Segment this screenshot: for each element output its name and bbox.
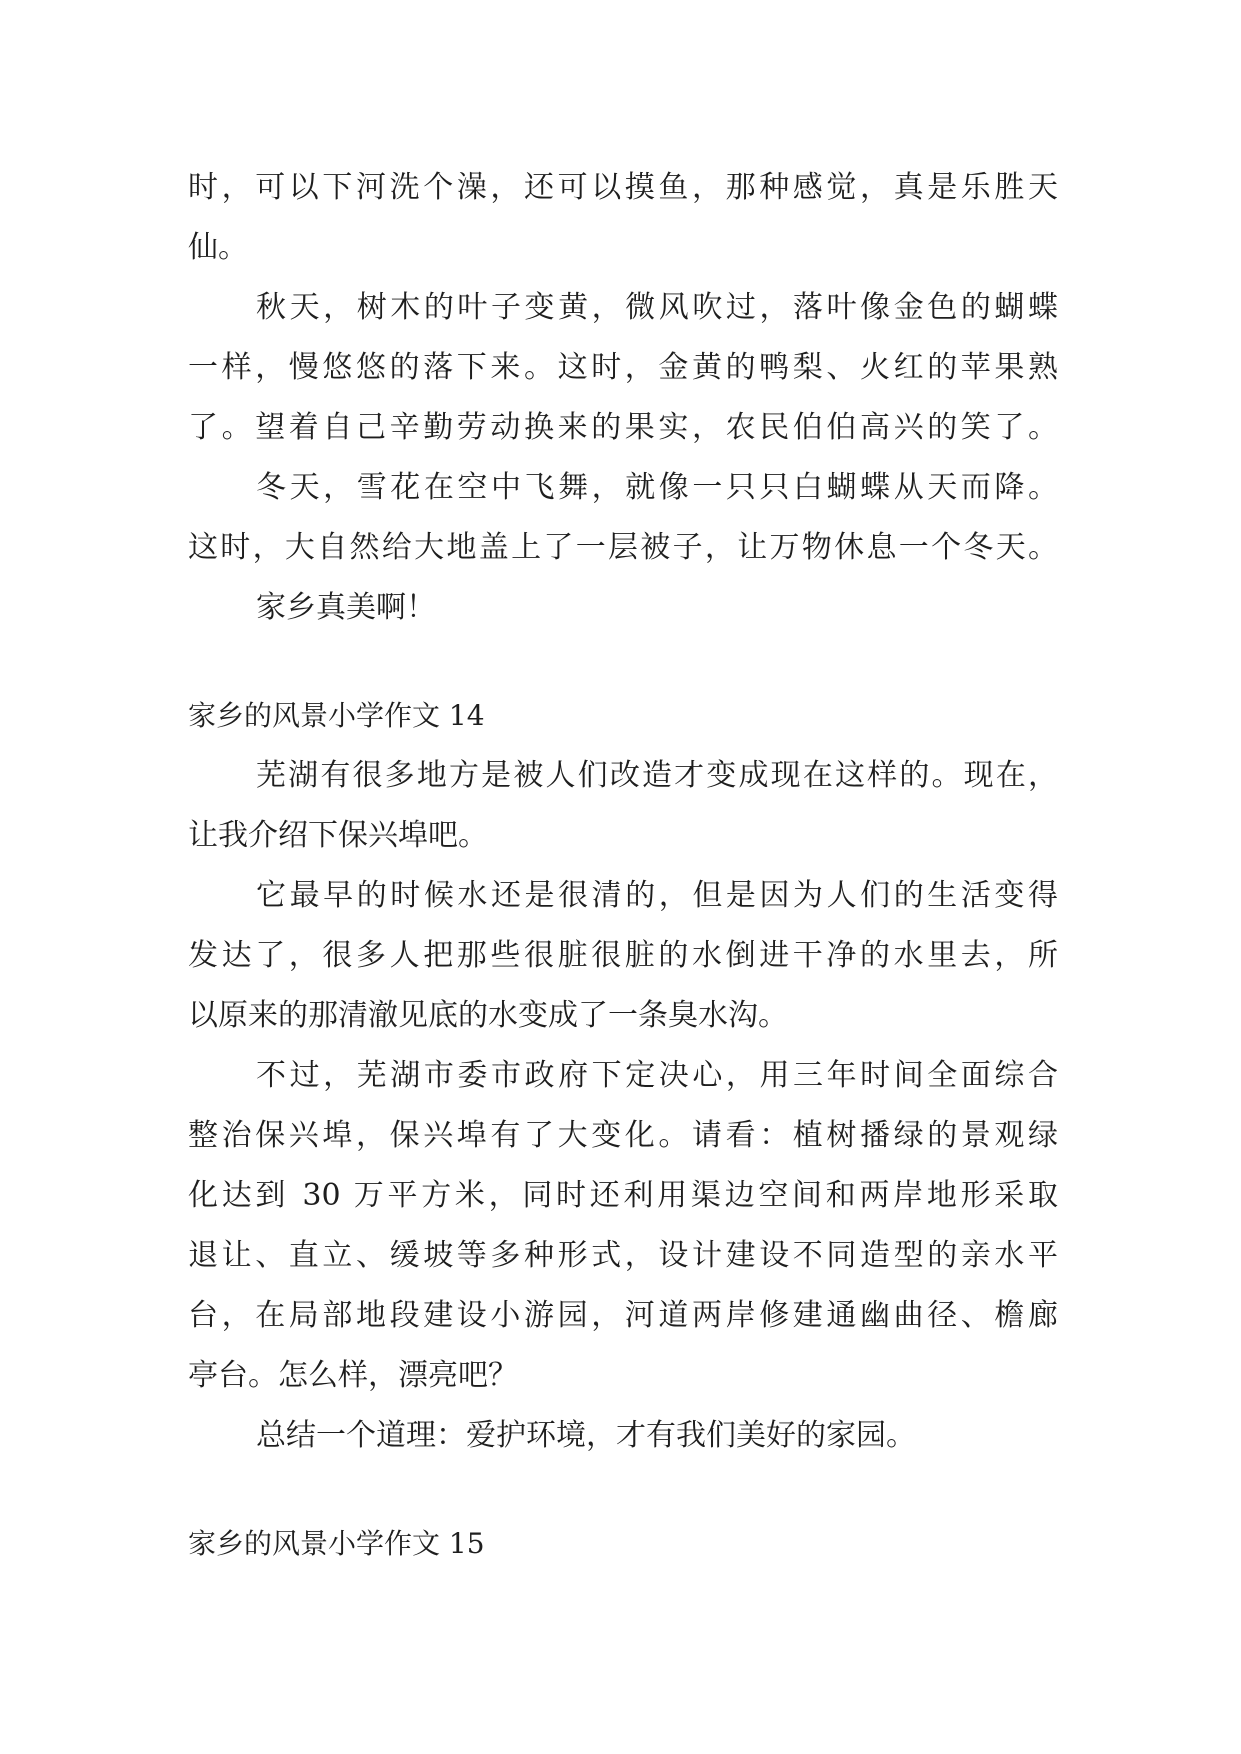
paragraph-line: 不过，芜湖市委市政府下定决心，用三年时间全面综合 — [256, 1058, 1058, 1093]
paragraph-line: 以原来的那清澈见底的水变成了一条臭水沟。 — [188, 998, 788, 1033]
section-heading: 家乡的风景小学作文 15 — [188, 1527, 485, 1560]
paragraph-line: 台，在局部地段建设小游园，河道两岸修建通幽曲径、檐廊 — [188, 1298, 1058, 1333]
paragraph-line: 总结一个道理：爱护环境，才有我们美好的家园。 — [256, 1418, 916, 1453]
paragraph-line: 亭台。怎么样，漂亮吧？ — [188, 1358, 518, 1393]
paragraph-line: 了。望着自己辛勤劳动换来的果实，农民伯伯高兴的笑了。 — [188, 410, 1058, 445]
paragraph-line: 芜湖有很多地方是被人们改造才变成现在这样的。现在， — [256, 758, 1058, 793]
paragraph-line: 化达到 30 万平方米，同时还利用渠边空间和两岸地形采取 — [188, 1178, 1058, 1213]
paragraph-line: 仙。 — [188, 230, 248, 265]
paragraph-line: 秋天，树木的叶子变黄，微风吹过，落叶像金色的蝴蝶 — [256, 290, 1058, 325]
paragraph-line: 这时，大自然给大地盖上了一层被子，让万物休息一个冬天。 — [188, 530, 1058, 565]
paragraph-line: 时，可以下河洗个澡，还可以摸鱼，那种感觉，真是乐胜天 — [188, 170, 1058, 205]
paragraph-line: 发达了，很多人把那些很脏很脏的水倒进干净的水里去，所 — [188, 938, 1058, 973]
paragraph-line: 整治保兴埠，保兴埠有了大变化。请看：植树播绿的景观绿 — [188, 1118, 1058, 1153]
paragraph-line: 一样，慢悠悠的落下来。这时，金黄的鸭梨、火红的苹果熟 — [188, 350, 1058, 385]
paragraph-line: 家乡真美啊！ — [256, 590, 436, 625]
paragraph-line: 让我介绍下保兴埠吧。 — [188, 818, 488, 853]
paragraph-line: 它最早的时候水还是很清的，但是因为人们的生活变得 — [256, 878, 1058, 913]
paragraph-line: 退让、直立、缓坡等多种形式，设计建设不同造型的亲水平 — [188, 1238, 1058, 1273]
section-heading: 家乡的风景小学作文 14 — [188, 699, 485, 732]
paragraph-line: 冬天，雪花在空中飞舞，就像一只只白蝴蝶从天而降。 — [256, 470, 1058, 505]
